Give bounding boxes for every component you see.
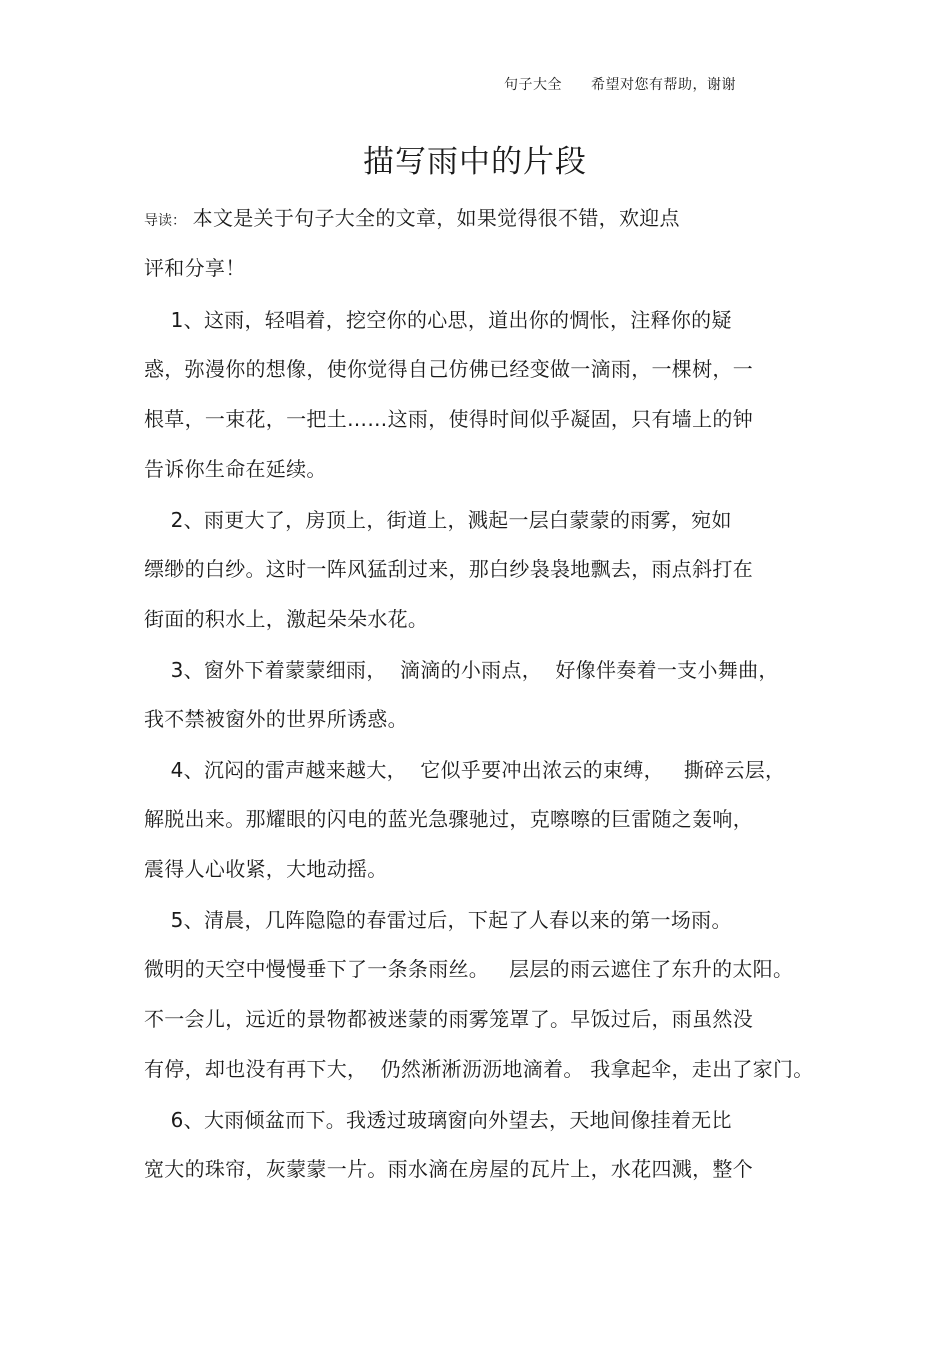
intro-line-1 (144, 204, 680, 235)
page-title: 描写雨中的片段 (363, 144, 587, 180)
intro-line-2: 评和分享！ (144, 256, 246, 280)
paragraph-5-line-4: 有停，却也没有再下大， 仍然淅淅沥沥地滴着。 我拿起伞，走出了家门。 (144, 1057, 814, 1081)
intro-tag: 导读： (144, 213, 186, 229)
paragraph-4-line-3: 震得人心收紧，大地动摇。 (144, 857, 388, 881)
paragraph-6-line-1: 6、大雨倾盆而下。我透过玻璃窗向外望去，天地间像挂着无比 (144, 1108, 732, 1132)
header-note: 句子大全 希望对您有帮助，谢谢 (504, 77, 736, 93)
paragraph-1-line-1: 1、这雨，轻唱着，挖空你的心思，道出你的惆怅，注释你的疑 (144, 308, 732, 332)
intro-text-1: 本文是关于句子大全的文章，如果觉得很不错，欢迎点 (186, 206, 680, 230)
paragraph-2-line-2: 缥缈的白纱。这时一阵风猛刮过来，那白纱袅袅地飘去，雨点斜打在 (144, 557, 753, 581)
paragraph-1-line-2: 惑，弥漫你的想像，使你觉得自己仿佛已经变做一滴雨，一棵树，一 (144, 357, 753, 381)
paragraph-4-line-2: 解脱出来。那耀眼的闪电的蓝光急骤驰过，克嚓嚓的巨雷随之轰响， (144, 807, 753, 831)
paragraph-2-line-1: 2、雨更大了，房顶上，街道上，溅起一层白蒙蒙的雨雾，宛如 (144, 508, 732, 532)
paragraph-5-line-2: 微明的天空中慢慢垂下了一条条雨丝。 层层的雨云遮住了东升的太阳。 (144, 957, 794, 981)
paragraph-3-line-1: 3、窗外下着蒙蒙细雨， 滴滴的小雨点， 好像伴奏着一支小舞曲， (144, 658, 779, 682)
paragraph-2-line-3: 街面的积水上，激起朵朵水花。 (144, 607, 429, 631)
paragraph-5-line-1: 5、清晨，几阵隐隐的春雷过后，下起了人春以来的第一场雨。 (144, 908, 732, 932)
paragraph-6-line-2: 宽大的珠帘，灰蒙蒙一片。雨水滴在房屋的瓦片上，水花四溅，整个 (144, 1157, 753, 1181)
paragraph-4-line-1: 4、沉闷的雷声越来越大， 它似乎要冲出浓云的束缚， 撕碎云层， (144, 758, 786, 782)
paragraph-5-line-3: 不一会儿，远近的景物都被迷蒙的雨雾笼罩了。早饭过后，雨虽然没 (144, 1007, 753, 1031)
paragraph-1-line-3: 根草，一束花，一把土……这雨，使得时间似乎凝固，只有墙上的钟 (144, 407, 753, 431)
paragraph-1-line-4: 告诉你生命在延续。 (144, 457, 327, 481)
paragraph-3-line-2: 我不禁被窗外的世界所诱惑。 (144, 707, 408, 731)
